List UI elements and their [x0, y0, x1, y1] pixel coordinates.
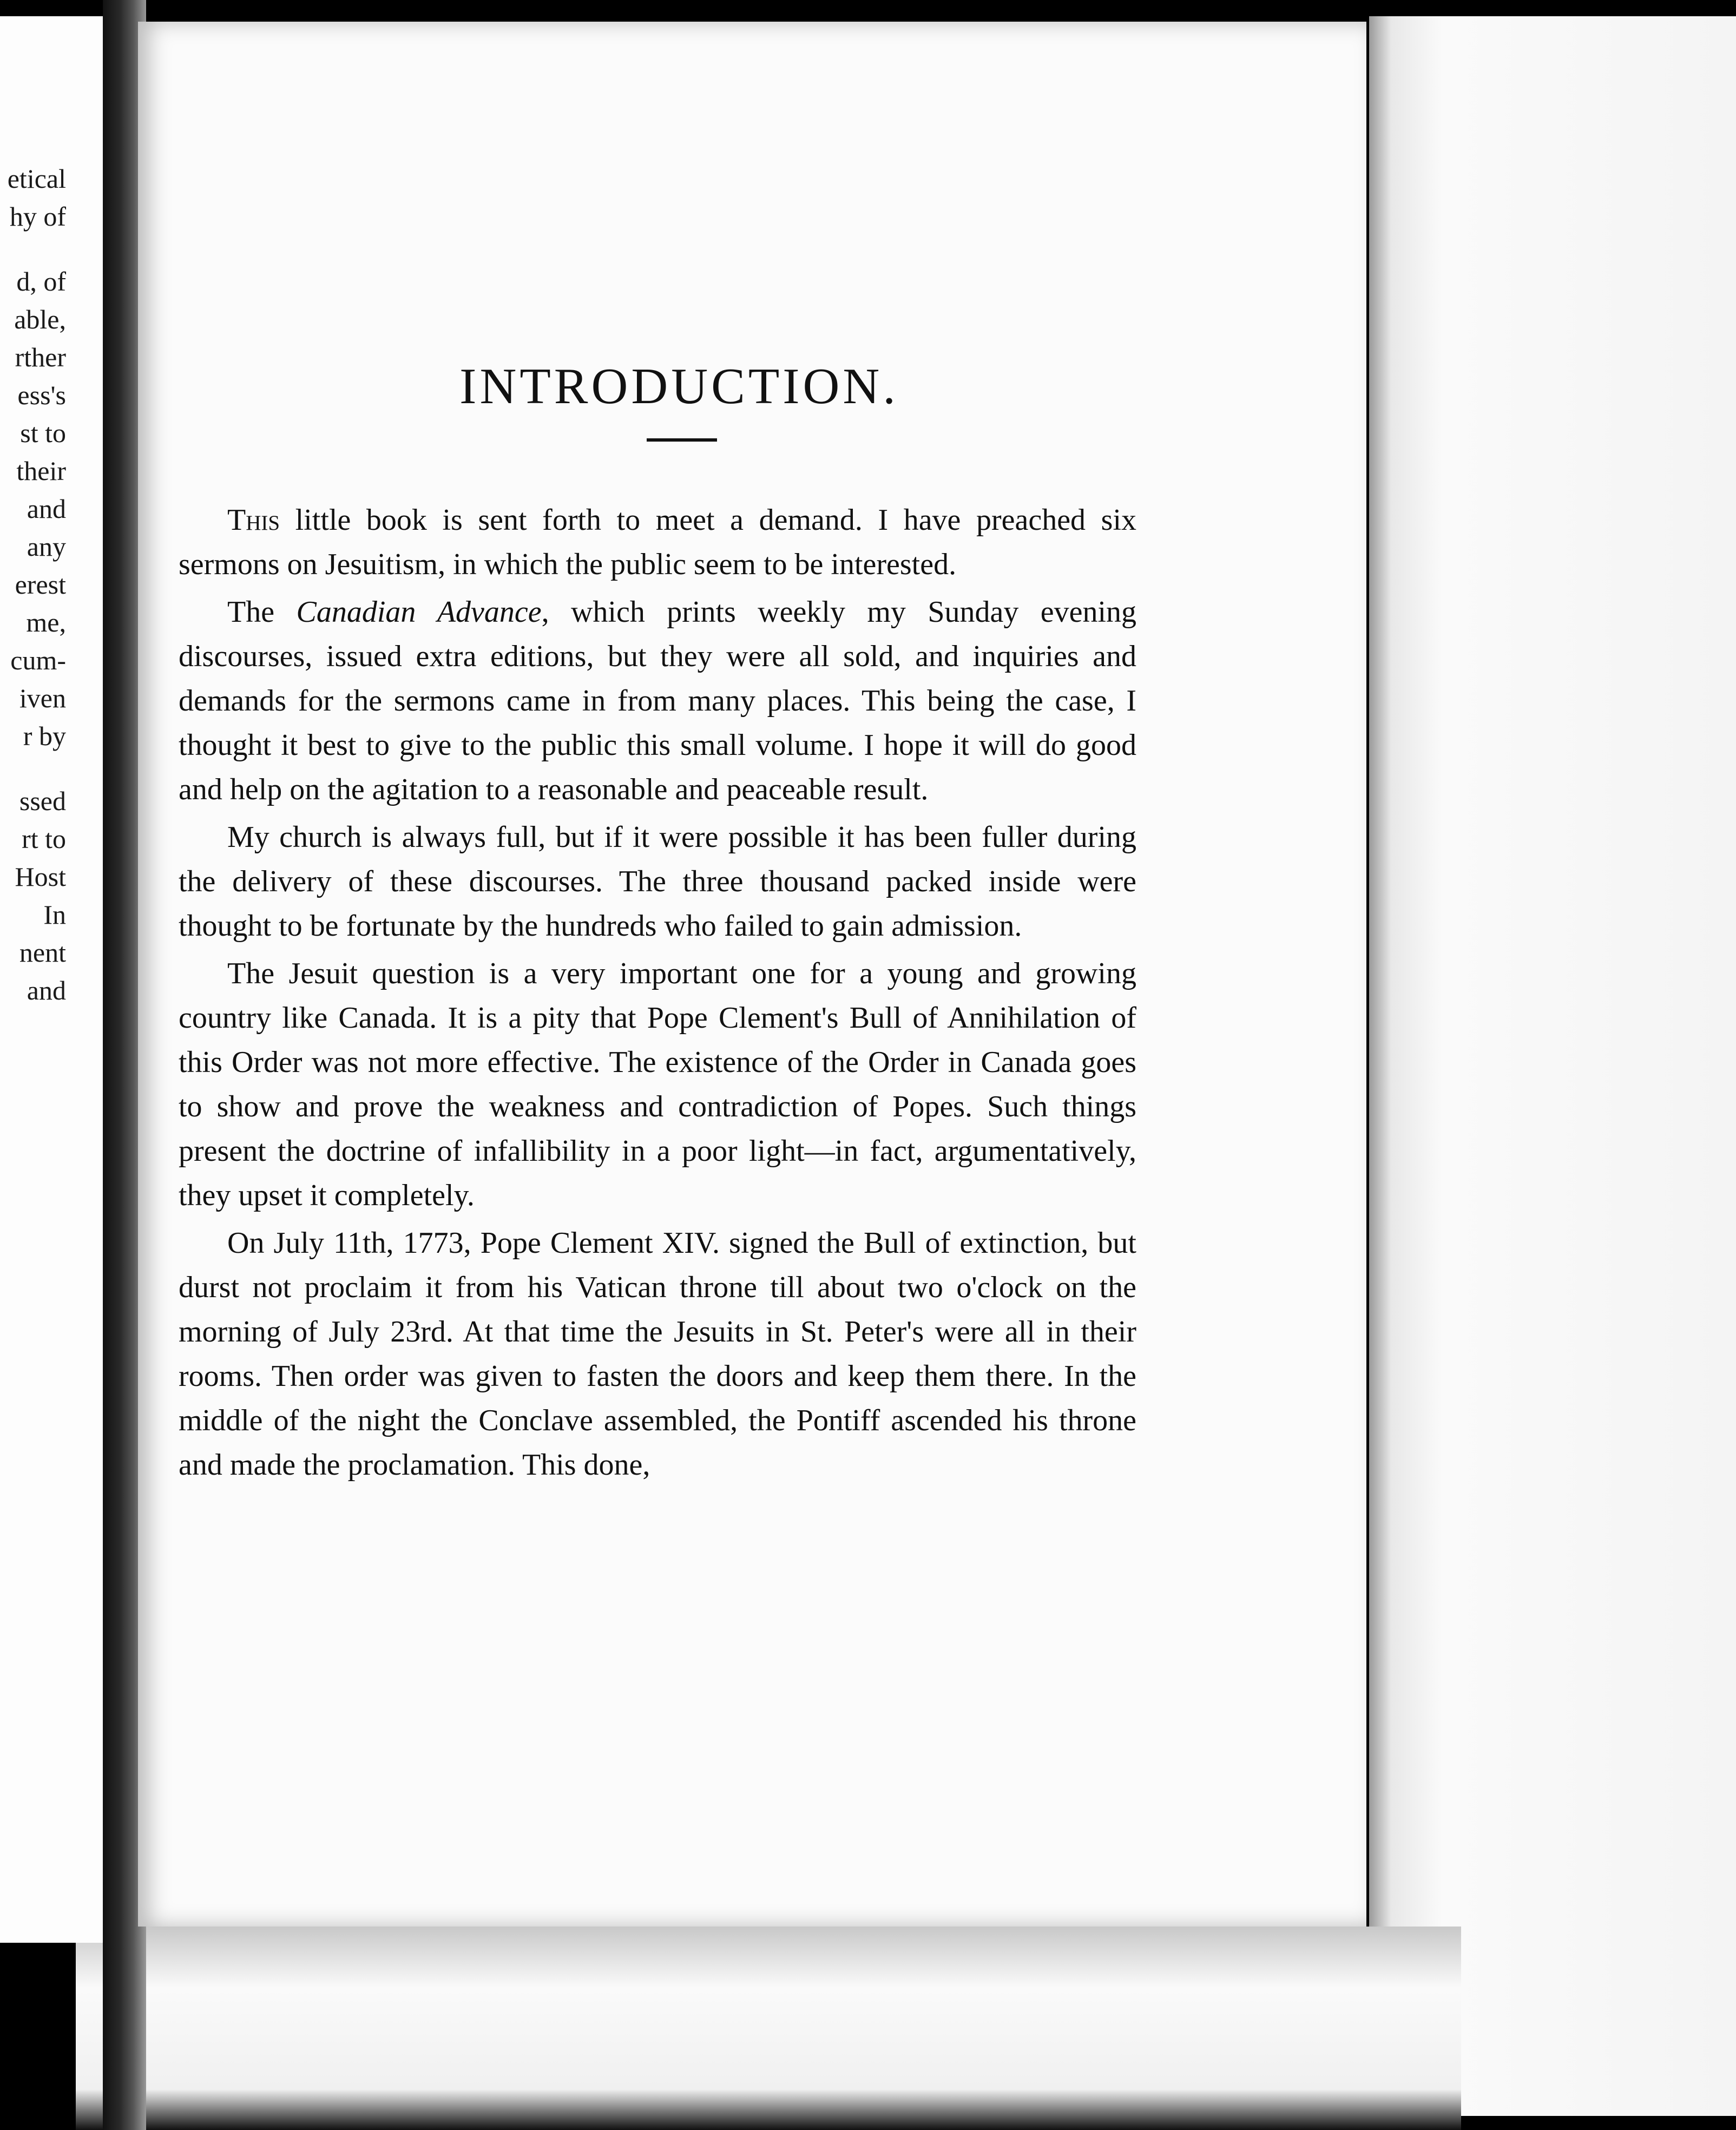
left-line: rther	[15, 342, 66, 372]
left-line: d, of	[16, 266, 66, 297]
paragraph-lead: This	[227, 503, 280, 537]
left-line: and	[27, 494, 66, 524]
left-line: iven	[19, 683, 66, 713]
left-line: Host	[15, 862, 66, 892]
left-line: In	[43, 899, 66, 930]
publication-name: Canadian Advance	[296, 595, 542, 629]
left-line: nent	[19, 937, 66, 968]
paragraph-text: little book is sent forth to meet a demand. I have preached six sermons on Jesuitism, in which the public seem to be interested.	[179, 503, 1136, 581]
left-page-text	[8, 160, 66, 1009]
paragraph	[179, 498, 1136, 587]
page-bottom-margin	[76, 1927, 1461, 2130]
title-rule	[647, 438, 717, 442]
left-line: their	[16, 456, 66, 486]
left-line: erest	[15, 569, 66, 600]
left-gap	[8, 235, 66, 262]
paragraph: The Jesuit question is a very important one for a young and growing country like Canada. It is a pity that Pope Clement's Bull of Annihilation of this Order was not more effective. The existence of the Order in Canada goes to show and prove the weakness and contradiction of Popes. Such things present the doctrine of infallibility in a poor light—in fact, argumentatively, they upset it completely.	[179, 957, 1136, 1212]
left-line: any	[27, 531, 66, 562]
paragraph-text: , which prints weekly my Sunday evening discourses, issued extra editions, but they were all sold, and inquiries and demands for the sermons came in from many places. This being the case, I thought it best to give to the public this small volume. I hope it will do good and help on the agitation to a reasonable and peaceable result.	[179, 595, 1137, 806]
left-line: etical	[7, 163, 66, 194]
paragraph	[179, 590, 1136, 812]
paragraph: My church is always full, but if it were possible it has been fuller during the delivery of these discourses. The three thousand packed inside were thought to be fortunate by the hundreds who failed to gain admission.	[179, 820, 1136, 943]
left-line: rt to	[22, 824, 66, 854]
paragraph: On July 11th, 1773, Pope Clement XIV. signed the Bull of extinction, but durst not proclaim it from his Vatican throne till about two o'clock on the morning of July 23rd. At that time the Jesuits in St. Peter's were all in their rooms. Then order was given to fasten the doors and keep them there. In the middle of the night the Conclave assembled, the Pontiff ascended his throne and made the proclamation. This done,	[179, 1226, 1136, 1482]
left-line: ess's	[17, 380, 66, 410]
paragraph-text: The	[227, 595, 297, 629]
left-line: and	[27, 975, 66, 1005]
left-line: able,	[14, 304, 66, 334]
left-gap	[8, 755, 66, 782]
left-line: st to	[20, 418, 66, 448]
left-facing-page	[0, 16, 103, 1943]
main-page	[138, 22, 1366, 1927]
page-title: INTRODUCTION.	[459, 358, 899, 415]
left-line: me,	[26, 607, 66, 637]
next-page-edge	[1369, 16, 1736, 2116]
left-line: r by	[23, 721, 66, 751]
left-line: ssed	[19, 786, 66, 816]
left-line: cum-	[10, 645, 66, 675]
left-line: hy of	[9, 201, 66, 232]
body-text	[179, 498, 1136, 1490]
